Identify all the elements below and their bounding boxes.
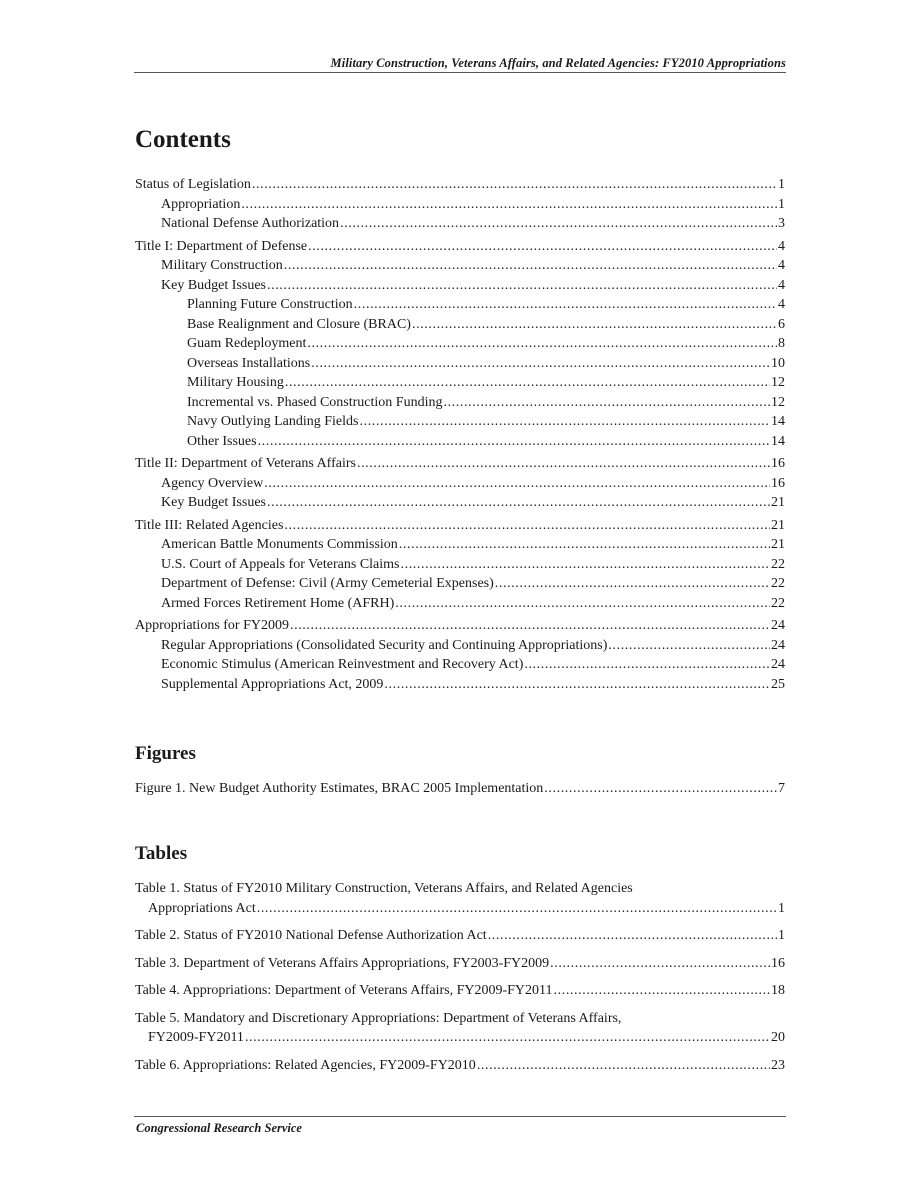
toc-entry-page: 7 [778,781,785,796]
tables-section [135,842,785,1083]
toc-entry-label: Navy Outlying Landing Fields [187,414,359,429]
toc-entry-label: Regular Appropriations (Consolidated Security and Continuing Appropriations) [161,637,608,653]
dot-leader [252,175,777,195]
toc-entry-page: 14 [771,433,785,449]
toc-entry-page: 4 [778,258,785,273]
dot-leader [495,574,770,594]
running-header-title: Military Construction, Veterans Affairs, and Related Agencies: FY2010 Appropriations [330,56,786,70]
toc-entry[interactable] [135,412,785,432]
toc-entry-page: 12 [771,375,785,390]
table-entry[interactable] [135,981,785,1001]
contents-list [135,175,785,694]
toc-entry[interactable] [135,616,785,636]
table-entry-page: 20 [771,1030,785,1045]
dot-leader [257,899,777,919]
tables-heading: Tables [135,843,188,864]
footer-source: Congressional Research Service [136,1121,302,1135]
toc-entry-page: 24 [771,618,785,633]
toc-entry-page: 1 [778,196,785,212]
toc-entry-label: Other Issues [187,433,257,449]
toc-entry-label: Armed Forces Retirement Home (AFRH) [161,595,395,611]
toc-entry[interactable] [135,493,785,513]
toc-entry-page: 25 [771,676,785,692]
dot-leader [488,926,777,946]
toc-entry-page: 16 [771,456,785,471]
figures-section [135,742,785,799]
toc-entry-label: Appropriations for FY2009 [135,618,289,633]
table-entry-page: 16 [771,955,785,971]
table-entry-label: Appropriations Act [148,900,256,916]
toc-entry[interactable] [135,454,785,474]
toc-entry-page: 24 [771,657,785,672]
toc-entry-page: 8 [778,336,785,351]
toc-entry-page: 21 [771,537,785,552]
toc-entry-label: Base Realignment and Closure (BRAC) [187,316,411,332]
toc-entry-page: 4 [778,297,785,312]
table-entry-page: 1 [778,900,785,916]
dot-leader [267,493,770,513]
dot-leader [395,594,770,614]
toc-entry[interactable] [135,474,785,494]
toc-entry-label: National Defense Authorization [161,216,340,231]
table-entry-label-line1: Table 5. Mandatory and Discretionary Appropriations: Department of Veterans Affairs, [135,1010,622,1026]
footer-divider [134,1116,786,1117]
table-entry[interactable] [135,879,785,918]
dot-leader [241,195,777,215]
table-entry-label: Table 3. Department of Veterans Affairs Appropriations, FY2003-FY2009 [135,955,550,971]
toc-entry-label: Guam Redeployment [187,336,307,351]
toc-entry-page: 22 [771,556,785,572]
dot-leader [399,535,770,555]
dot-leader [285,373,770,393]
toc-entry-page: 16 [771,475,785,491]
dot-leader [412,315,777,335]
dot-leader [258,432,770,452]
table-entry-label: Table 2. Status of FY2010 National Defense Authorization Act [135,928,487,943]
dot-leader [360,412,771,432]
dot-leader [290,616,770,636]
toc-entry[interactable] [135,214,785,234]
toc-entry-page: 21 [771,517,785,533]
dot-leader [608,636,770,656]
table-entry[interactable] [135,954,785,974]
toc-entry-label: Status of Legislation [135,177,251,192]
table-entry-label: FY2009-FY2011 [148,1030,244,1045]
table-entry[interactable] [135,1056,785,1076]
dot-leader [308,237,777,257]
toc-entry-page: 22 [771,576,785,591]
contents-section [135,124,785,694]
dot-leader [307,334,777,354]
toc-entry-label: Title II: Department of Veterans Affairs [135,456,356,471]
toc-entry-label: Key Budget Issues [161,495,266,510]
header-divider [134,72,786,73]
toc-entry-label: Title I: Department of Defense [135,238,308,254]
toc-entry-page: 24 [771,637,785,653]
toc-entry-page: 4 [778,238,785,254]
contents-heading: Contents [135,126,231,153]
table-entry-page: 1 [778,928,785,943]
dot-leader [354,295,777,315]
dot-leader [267,276,777,296]
toc-entry[interactable] [135,256,785,276]
toc-entry-label: Key Budget Issues [161,277,266,293]
dot-leader [554,981,770,1001]
toc-entry-label: Military Housing [187,375,284,390]
dot-leader [477,1056,770,1076]
toc-entry-label: American Battle Monuments Commission [161,537,398,552]
toc-entry-label: Military Construction [161,258,283,273]
table-entry-label: Table 4. Appropriations: Department of Veterans Affairs, FY2009-FY2011 [135,983,553,998]
dot-leader [384,675,770,695]
toc-entry-page: 14 [771,414,785,429]
toc-entry-label: Supplemental Appropriations Act, 2009 [161,676,384,692]
toc-entry-label: Title III: Related Agencies [135,517,284,533]
figure-entry[interactable] [135,779,785,799]
toc-entry[interactable] [135,373,785,393]
toc-entry-page: 1 [778,177,785,192]
toc-entry[interactable] [135,195,785,215]
toc-entry[interactable] [135,574,785,594]
table-entry-label: Table 6. Appropriations: Related Agencies, FY2009-FY2010 [135,1057,476,1073]
table-entry[interactable] [135,1009,785,1048]
dot-leader [311,354,770,374]
dot-leader [524,655,770,675]
tables-list [135,879,785,1075]
toc-entry-label: U.S. Court of Appeals for Veterans Claims [161,556,400,572]
toc-entry-page: 21 [771,495,785,510]
toc-entry-page: 10 [771,355,785,371]
toc-entry-page: 6 [778,316,785,332]
toc-entry-label: Incremental vs. Phased Construction Funding [187,394,443,410]
dot-leader [357,454,770,474]
toc-entry[interactable] [135,334,785,354]
table-entry-page: 23 [771,1057,785,1073]
dot-leader [340,214,777,234]
toc-entry[interactable] [135,516,785,536]
toc-entry-label: Overseas Installations [187,355,311,371]
toc-entry[interactable] [135,675,785,695]
toc-entry-label: Economic Stimulus (American Reinvestment and Recovery Act) [161,657,524,672]
toc-entry[interactable] [135,535,785,555]
figures-list [135,779,785,799]
toc-entry[interactable] [135,315,785,335]
figures-heading: Figures [135,743,196,764]
toc-entry-page: 4 [778,277,785,293]
toc-entry-label: Agency Overview [161,475,264,491]
toc-entry[interactable] [135,636,785,656]
toc-entry[interactable] [135,354,785,374]
toc-entry[interactable] [135,295,785,315]
dot-leader [245,1028,770,1048]
toc-entry-label: Figure 1. New Budget Authority Estimates, BRAC 2005 Implementation [135,781,544,796]
dot-leader [443,393,770,413]
table-entry-page: 18 [771,983,785,998]
toc-entry[interactable] [135,594,785,614]
toc-entry-label: Planning Future Construction [187,297,353,312]
dot-leader [284,256,777,276]
toc-entry-page: 22 [771,595,785,611]
dot-leader [284,516,770,536]
table-entry[interactable] [135,926,785,946]
toc-entry[interactable] [135,276,785,296]
table-entry-label-line1: Table 1. Status of FY2010 Military Construction, Veterans Affairs, and Related Agencies [135,881,633,896]
dot-leader [401,555,771,575]
dot-leader [264,474,770,494]
toc-entry-label: Department of Defense: Civil (Army Cemeterial Expenses) [161,576,494,591]
toc-entry[interactable] [135,432,785,452]
toc-entry[interactable] [135,555,785,575]
dot-leader [544,779,777,799]
toc-entry[interactable] [135,393,785,413]
toc-entry[interactable] [135,655,785,675]
toc-entry[interactable] [135,237,785,257]
dot-leader [550,954,770,974]
toc-entry-page: 12 [771,394,785,410]
toc-entry[interactable] [135,175,785,195]
toc-entry-page: 3 [778,216,785,231]
toc-entry-label: Appropriation [161,196,241,212]
